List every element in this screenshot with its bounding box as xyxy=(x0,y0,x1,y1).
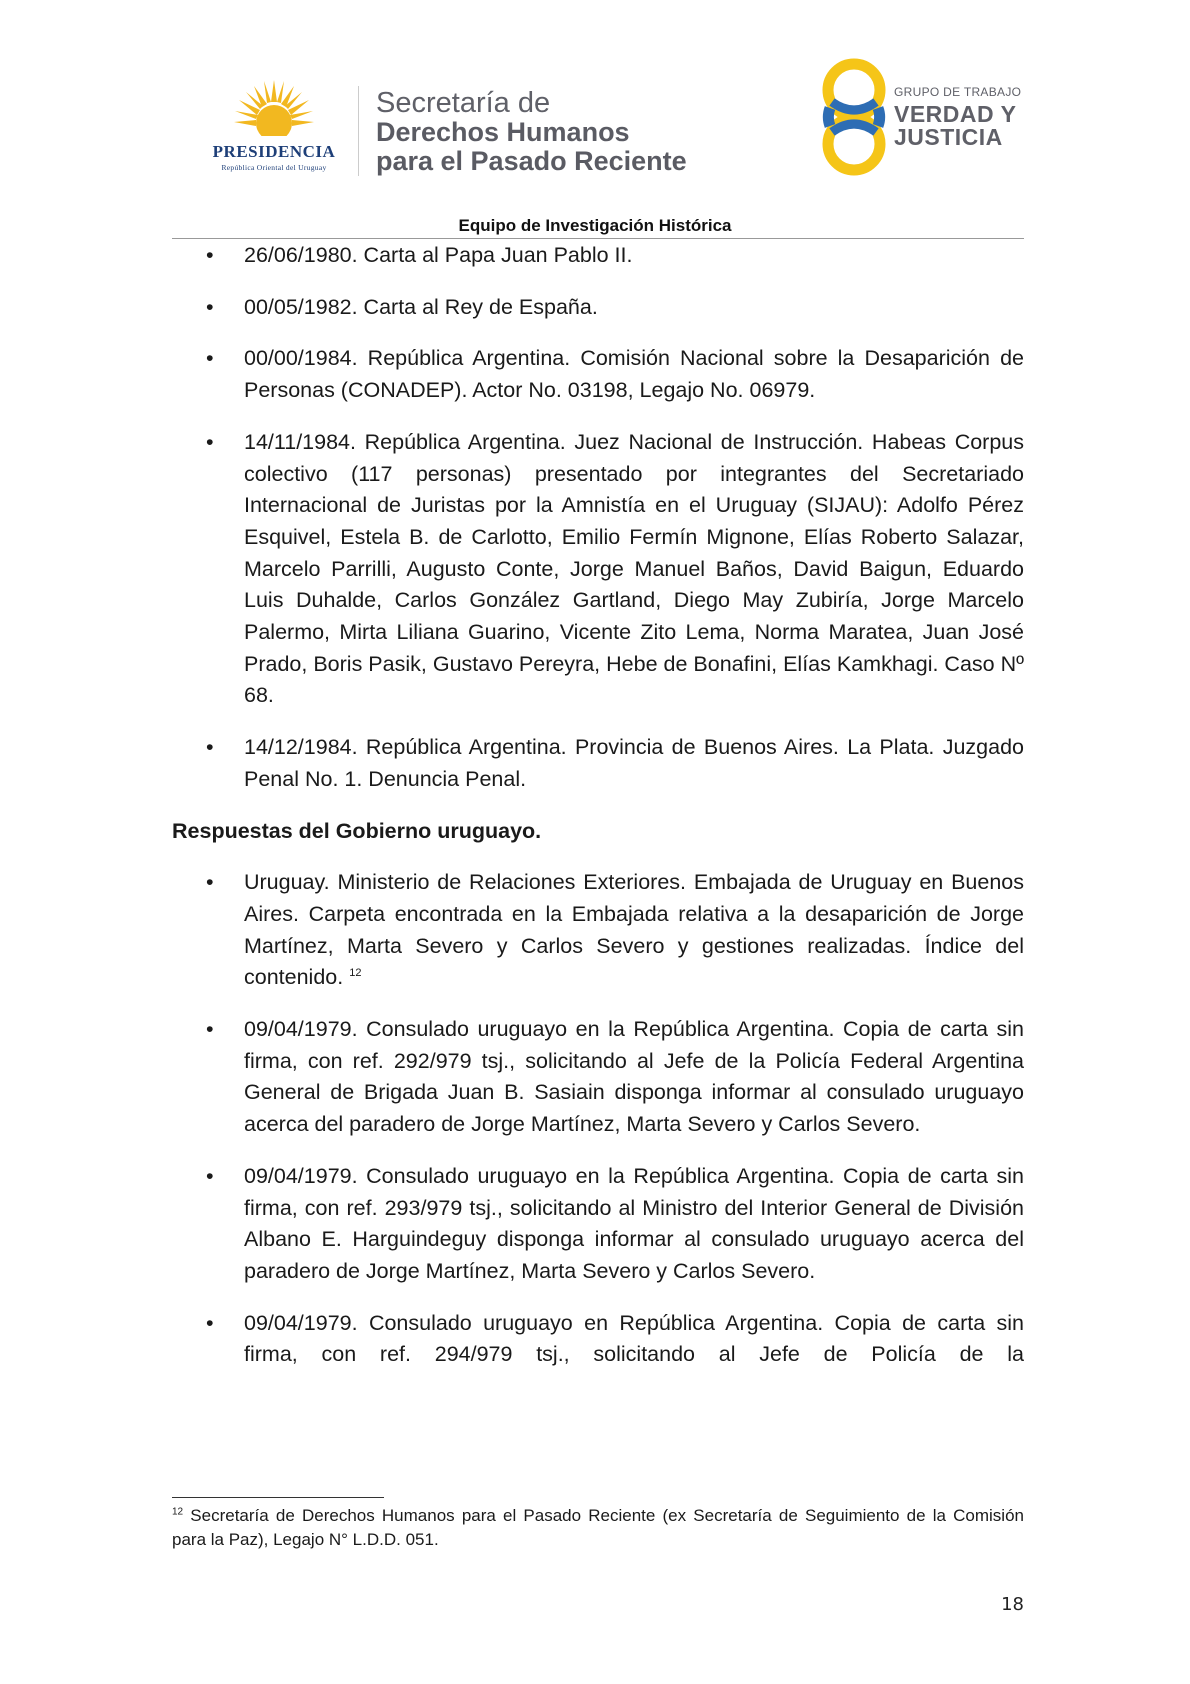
interlocking-rings-icon xyxy=(820,56,890,180)
footnote-text: Secretaría de Derechos Humanos para el Pasado Reciente (ex Secretaría de Seguimiento de la Comisión para la Paz), Legajo N° L.D.D. 051. xyxy=(172,1506,1024,1549)
secretaria-line3: para el Pasado Reciente xyxy=(376,145,687,176)
bullet-icon: • xyxy=(206,1310,214,1335)
list-item-text: 00/00/1984. República Argentina. Comisión Nacional sobre la Desaparición de Personas (CONADEP). Actor No. 03198, Legajo No. 06979. xyxy=(244,346,1024,403)
list-item-text: 26/06/1980. Carta al Papa Juan Pablo II. xyxy=(244,243,633,267)
bullet-icon: • xyxy=(206,1163,214,1188)
bullet-list-1 xyxy=(172,240,1024,796)
secretaria-line2: Derechos Humanos xyxy=(376,117,630,148)
main-content xyxy=(172,240,1024,1371)
list-item xyxy=(172,427,1024,712)
list-item xyxy=(172,1161,1024,1288)
list-item-text: 09/04/1979. Consulado uruguayo en la República Argentina. Copia de carta sin firma, con ref. 293/979 tsj., solicitando al Ministro del Interior General de División Albano E. Harguindeguy disponga informar al consulado uruguayo acerca del paradero de Jorge Martínez, Marta Severo y Carlos Severo. xyxy=(244,1163,1024,1283)
bullet-icon: • xyxy=(206,735,214,760)
bullet-icon: • xyxy=(206,1017,214,1042)
sun-icon xyxy=(234,78,314,144)
bullet-icon: • xyxy=(206,243,214,267)
list-item xyxy=(172,732,1024,795)
presidencia-logo xyxy=(196,78,352,178)
presidencia-name: PRESIDENCIA xyxy=(212,142,336,161)
page-number: 18 xyxy=(1001,1594,1024,1615)
footnote-separator xyxy=(172,1497,384,1498)
header-rule xyxy=(172,238,1024,239)
list-item xyxy=(172,1308,1024,1371)
gtvj-line2: VERDAD Y xyxy=(894,101,1017,127)
footnote-number: 12 xyxy=(172,1506,184,1518)
list-item xyxy=(172,1014,1024,1141)
header-divider xyxy=(358,86,359,176)
team-title: Equipo de Investigación Histórica xyxy=(458,216,732,235)
list-item-text: Uruguay. Ministerio de Relaciones Exteriores. Embajada de Uruguay en Buenos Aires. Carpeta encontrada en la Embajada relativa a la desaparición de Jorge Martínez, Marta Severo y Carlos Severo y gestiones realizadas. Índice del contenido. xyxy=(244,870,1024,990)
bullet-list-2 xyxy=(172,867,1024,1371)
footnote xyxy=(172,1504,1024,1552)
secretaria-title xyxy=(376,88,687,175)
list-item-text: 09/04/1979. Consulado uruguayo en República Argentina. Copia de carta sin firma, con ref. 294/979 tsj., solicitando al Jefe de Policía de la xyxy=(244,1310,1024,1367)
presidencia-subtitle: República Oriental del Uruguay xyxy=(221,163,327,172)
list-item-text: 09/04/1979. Consulado uruguayo en la República Argentina. Copia de carta sin firma, con ref. 292/979 tsj., solicitando al Jefe de la Policía Federal Argentina General de Brigada Juan B. Sasiain disponga informar al consulado uruguayo acerca del paradero de Jorge Martínez, Marta Severo y Carlos Severo. xyxy=(244,1017,1024,1137)
list-item xyxy=(172,343,1024,406)
list-item-text: 00/05/1982. Carta al Rey de España. xyxy=(244,294,598,319)
gtvj-line3: JUSTICIA xyxy=(894,124,1003,150)
list-item xyxy=(172,240,1024,272)
bullet-icon: • xyxy=(206,870,214,895)
bullet-icon: • xyxy=(206,429,214,454)
bullet-icon: • xyxy=(206,346,214,371)
list-item-text: 14/12/1984. República Argentina. Provincia de Buenos Aires. La Plata. Juzgado Penal No. 1. Denuncia Penal. xyxy=(244,735,1024,791)
list-item-text: 14/11/1984. República Argentina. Juez Nacional de Instrucción. Habeas Corpus colectivo (117 personas) presentado por integrantes del Secretariado Internacional de Juristas por la Amnistía en el Uruguay (SIJAU): Adolfo Pérez Esquivel, Estela B. de Carlotto, Emilio Fermín Mignone, Elías Roberto Salazar, Marcelo Parrilli, Augusto Conte, Jorge Manuel Baños, David Baigun, Eduardo Luis Duhalde, Carlos González Gartland, Diego May Zubiría, Jorge Marcelo Palermo, Mirta Liliana Guarino, Vicente Zito Lema, Norma Maratea, Juan José Prado, Boris Pasik, Gustavo Pereyra, Hebe de Bonafini, Elías Kamkhagi. Caso Nº 68. xyxy=(244,429,1024,708)
list-item xyxy=(172,292,1024,324)
list-item xyxy=(172,867,1024,994)
secretaria-line1: Secretaría de xyxy=(376,87,551,119)
gtvj-line1: GRUPO DE TRABAJO xyxy=(894,85,1022,99)
footnote-reference[interactable]: 12 xyxy=(349,967,362,980)
gtvj-logo xyxy=(820,56,1040,180)
section-heading: Respuestas del Gobierno uruguayo. xyxy=(172,818,542,843)
bullet-icon: • xyxy=(206,294,214,319)
